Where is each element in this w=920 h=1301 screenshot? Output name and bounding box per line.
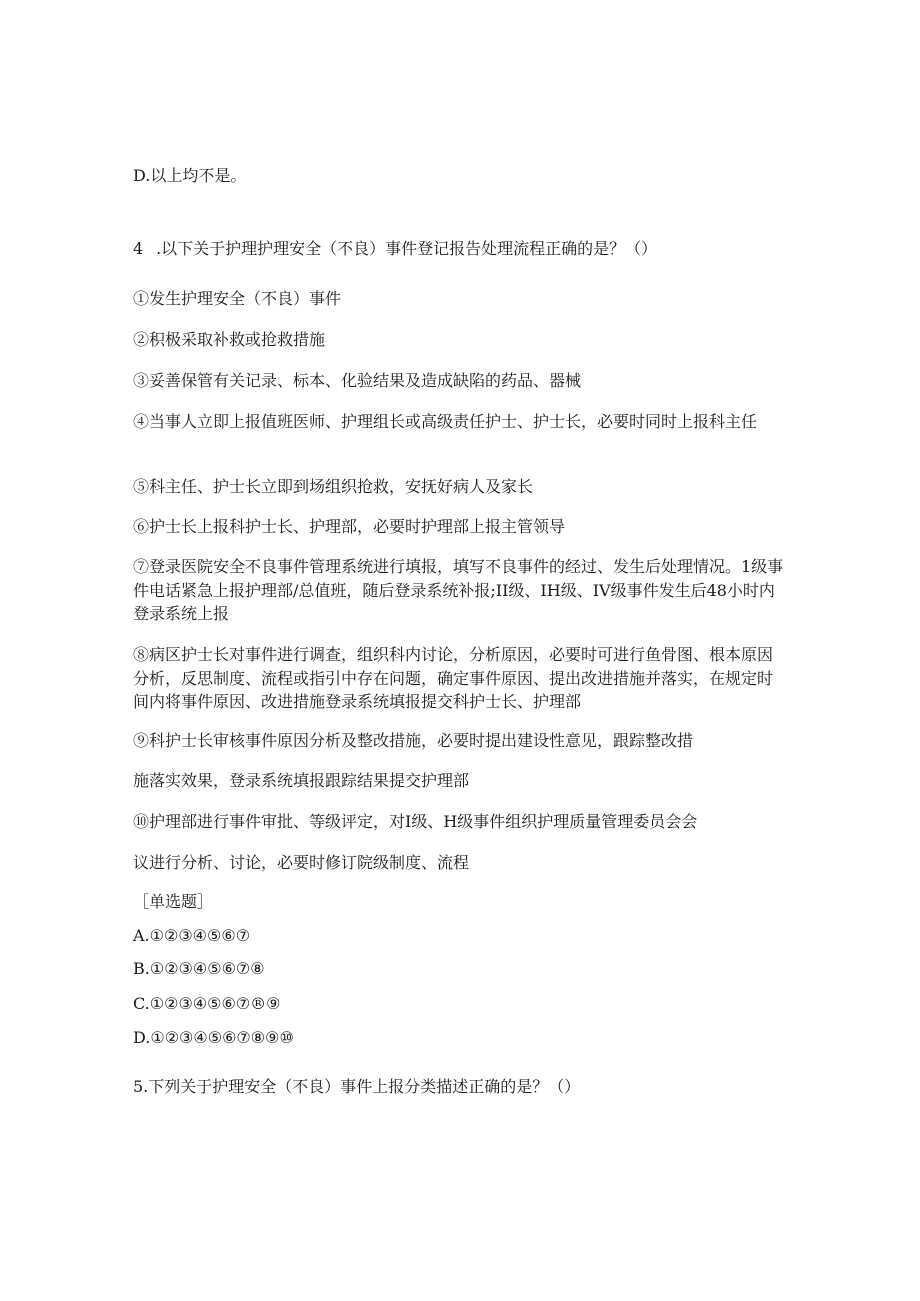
step-3: ③妥善保管有关记录、标本、化验结果及造成缺陷的药品、器械 — [133, 371, 582, 390]
step-9: ⑨科护士长审核事件原因分析及整改措施，必要时提出建设性意见，跟踪整改措 — [133, 731, 694, 750]
question-4-text: .以下关于护理护理安全（不良）事件登记报告处理流程正确的是？（） — [156, 239, 658, 258]
option-d[interactable]: D.①②③④⑤⑥⑦⑧⑨⑩ — [133, 1028, 294, 1047]
step-10-continued: 议进行分析、讨论，必要时修订院级制度、流程 — [133, 853, 470, 872]
step-4: ④当事人立即上报值班医师、护理组长或高级责任护士、护士长，必要时同时上报科主任 — [133, 412, 758, 431]
step-7: ⑦登录医院安全不良事件管理系统进行填报，填写不良事件的经过、发生后处理情况。1级事件电话紧急上报护理部/总值班，随后登录系统补报;II级、IH级、IV级事件发生后48小时内登录系统上报 — [133, 557, 784, 623]
step-2: ②积极采取补救或抢救措施 — [133, 330, 326, 349]
step-6: ⑥护士长上报科护士长、护理部，必要时护理部上报主管领导 — [133, 517, 566, 536]
question-type-label: ［单选题］ — [133, 892, 214, 911]
step-9-continued: 施落实效果，登录系统填报跟踪结果提交护理部 — [133, 771, 470, 790]
step-10: ⑩护理部进行事件审批、等级评定，对I级、H级事件组织护理质量管理委员会会 — [133, 812, 698, 831]
option-c[interactable]: C.①②③④⑤⑥⑦®⑨ — [133, 994, 281, 1013]
question-4-number: 4 — [133, 239, 144, 258]
question-4-stem — [133, 237, 793, 261]
step-5: ⑤科主任、护士长立即到场组织抢救，安抚好病人及家长 — [133, 477, 534, 496]
question-5-stem: 5.下列关于护理安全（不良）事件上报分类描述正确的是？（） — [133, 1077, 581, 1096]
option-b[interactable]: B.①②③④⑤⑥⑦⑧ — [133, 959, 265, 978]
option-a[interactable]: A.①②③④⑤⑥⑦ — [133, 926, 251, 945]
step-1: ①发生护理安全（不良）事件 — [133, 289, 342, 308]
step-8: ⑧病区护士长对事件进行调查，组织科内讨论，分析原因，必要时可进行鱼骨图、根本原因分析，反思制度、流程或指引中存在问题，确定事件原因、提出改进措施并落实，在规定时间内将事件原因、改进措施登录系统填报提交科护士长、护理部 — [133, 645, 774, 711]
previous-option-d: D.以上均不是。 — [133, 166, 247, 185]
